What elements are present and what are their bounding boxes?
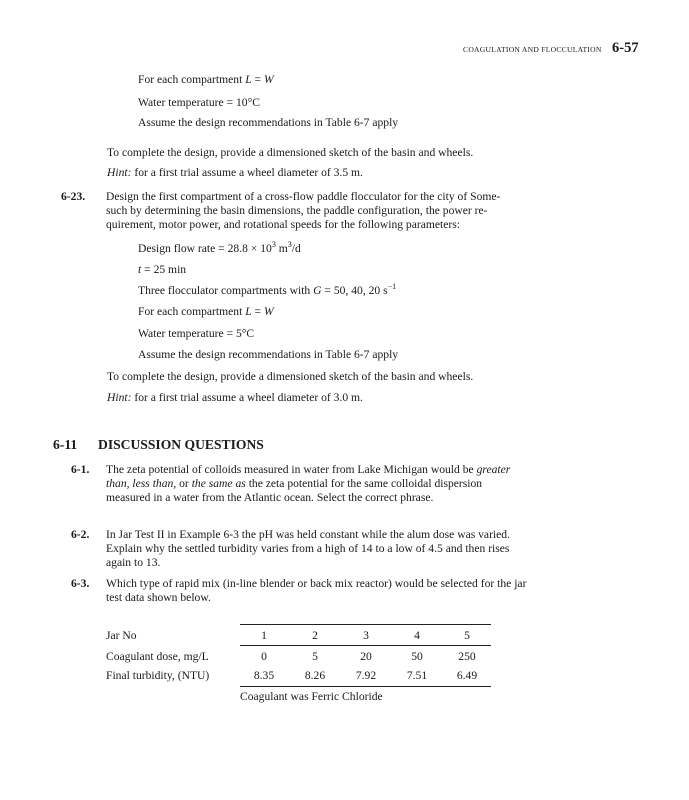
jar-no-cell: 4 [414,629,420,642]
turbidity-cell: 7.51 [406,669,428,682]
param-compartments: Three flocculator compartments with G = 50, 40, 20 $s^{-1}$ [138,282,397,297]
section-number: 6-11 [53,437,78,452]
question-text: Which type of rapid mix (in-line blender or back mix reactor) would be selected for the jar test data shown below. [106,577,527,604]
question-number: 6-1. [71,463,90,476]
top-complete: To complete the design, provide a dimensioned sketch of the basin and wheels. [107,146,474,159]
param-flow: Design flow rate = $28.8 \times 10^3$ $m^3/d$ [138,240,301,255]
jar-no-cell: 1 [261,629,267,642]
problem-complete: To complete the design, provide a dimensioned sketch of the basin and wheels. [107,370,474,383]
top-line-1: For each compartment L = W [138,73,274,86]
top-line-2: Water temperature = 10°C [138,96,260,109]
turbidity-cell: 8.26 [304,669,326,682]
problem-number: 6-23. [61,190,86,203]
dose-cell: 5 [312,650,318,663]
param-lw: For each compartment L = W [138,305,274,318]
table-bottom-rule [240,686,491,687]
row-label-dose: Coagulant dose, mg/L [106,650,209,663]
question-text: The zeta potential of colloids measured in water from Lake Michigan would be greater than, less than, or the same as the zeta potential for the same colloidal dispersion measured in a water from the Atlantic ocean. Select the correct phrase. [106,463,511,504]
dose-cell: 50 [411,650,423,663]
problem-hint: Hint: for a first trial assume a wheel diameter of 3.0 m. [107,391,363,404]
row-label-jar: Jar No [106,629,137,642]
param-design: Assume the design recommendations in Table 6-7 apply [138,348,399,361]
question-text: In Jar Test II in Example 6-3 the pH was held constant while the alum dose was varied. Explain why the settled turbidity varies from a high of 14 to a low of 4.5 and then rises again to 13. [106,528,511,569]
question-number: 6-3. [71,577,90,590]
param-temp: Water temperature = 5°C [138,327,255,340]
dose-cell: 0 [261,650,267,663]
top-hint: Hint: for a first trial assume a wheel diameter of 3.5 m. [107,166,363,179]
running-title: COAGULATION AND FLOCCULATION [463,45,602,54]
jar-no-cell: 2 [312,629,318,642]
problem-text: Design the first compartment of a cross-flow paddle flocculator for the city of Some- such by determining the basin dimensions, the paddle configuration, the power re- quirement, motor power, and rotational speeds for the following parameters: [106,190,501,231]
table-top-rule [240,624,491,625]
dose-cell: 250 [458,650,476,663]
table-mid-rule [240,645,491,646]
param-time: t = 25 min [138,263,187,276]
turbidity-cell: 7.92 [355,669,377,682]
turbidity-cell: 6.49 [456,669,478,682]
turbidity-cell: 8.35 [253,669,275,682]
dose-cell: 20 [360,650,372,663]
question-number: 6-2. [71,528,90,541]
table-caption: Coagulant was Ferric Chloride [240,690,383,703]
row-label-turbidity: Final turbidity, (NTU) [106,669,210,682]
jar-no-cell: 3 [363,629,369,642]
top-line-3: Assume the design recommendations in Table 6-7 apply [138,116,399,129]
section-title: DISCUSSION QUESTIONS [98,437,264,452]
jar-no-cell: 5 [464,629,470,642]
page-number: 6-57 [612,40,639,56]
